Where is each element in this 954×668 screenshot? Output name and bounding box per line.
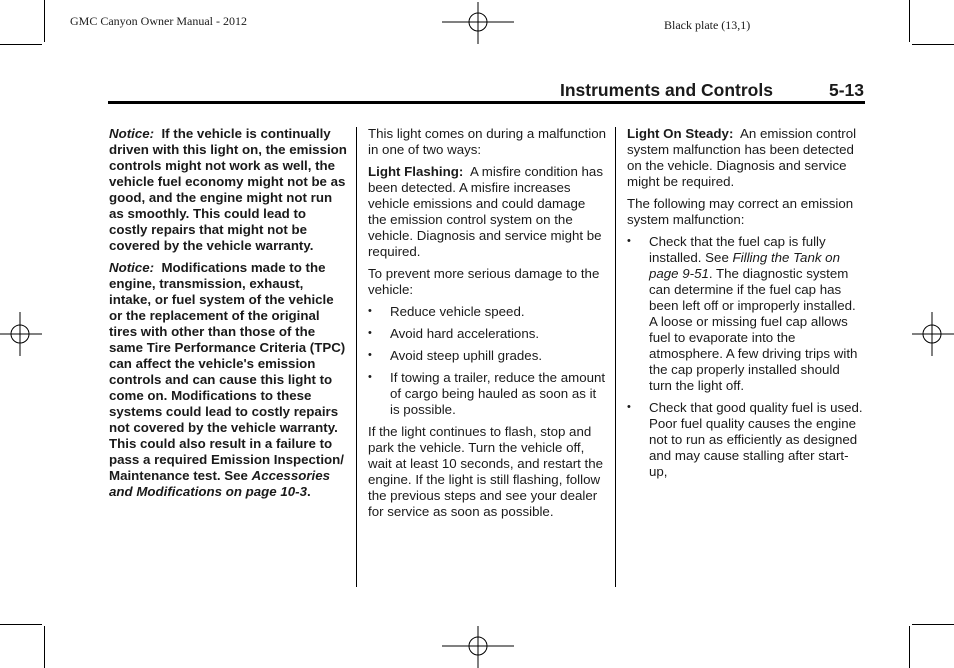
section-header bbox=[560, 80, 864, 101]
notice-label: Notice: bbox=[109, 260, 155, 275]
precaution-list bbox=[368, 304, 606, 418]
header-rule bbox=[108, 101, 865, 104]
column-1 bbox=[109, 126, 347, 506]
notice-text: If the vehicle is continually driven with this light on, the emission controls might not work as well, the vehicle fuel economy might not be as good, and the engine might not run as smoothly. This could lead to costly repairs that might not be covered by the vehicle warranty. bbox=[109, 126, 347, 253]
registration-mark-left bbox=[0, 312, 42, 356]
correct-text: The following may correct an emission system malfunction: bbox=[627, 196, 854, 227]
list-item bbox=[368, 304, 606, 320]
steady-text: An emission control system malfunction has been detected on the vehicle. Diagnosis and service might be required. bbox=[627, 126, 857, 189]
column-divider bbox=[356, 127, 357, 587]
bullet-icon: • bbox=[627, 235, 631, 247]
column-2 bbox=[368, 126, 606, 526]
crop-mark bbox=[912, 624, 954, 625]
crop-mark bbox=[909, 0, 910, 42]
registration-mark-bottom bbox=[442, 626, 514, 668]
cross-reference-link[interactable]: Accessories and Modifications on page 10-3 bbox=[109, 468, 331, 499]
list-item bbox=[627, 400, 865, 480]
column-divider bbox=[615, 127, 616, 587]
list-item-text: Reduce vehicle speed. bbox=[390, 304, 525, 319]
crop-mark bbox=[912, 44, 954, 45]
section-title: Instruments and Controls bbox=[560, 80, 773, 100]
crop-mark bbox=[44, 626, 45, 668]
steady-label: Light On Steady: bbox=[627, 126, 734, 141]
registration-mark-right bbox=[912, 312, 954, 356]
bullet-icon: • bbox=[368, 305, 372, 317]
crop-mark bbox=[0, 44, 42, 45]
plate-label: Black plate (13,1) bbox=[664, 18, 751, 32]
list-item bbox=[368, 370, 606, 418]
flashing-label: Light Flashing: bbox=[368, 164, 464, 179]
crop-mark bbox=[909, 626, 910, 668]
list-item-text: If towing a trailer, reduce the amount of cargo being hauled as soon as it is possible. bbox=[390, 370, 606, 417]
intro-text: This light comes on during a malfunction in one of two ways: bbox=[368, 126, 606, 157]
notice-paragraph bbox=[109, 260, 347, 500]
list-item-text: Check that good quality fuel is used. Poor fuel quality causes the engine not to run as efficiently as designed and may cause stalling after start-up, bbox=[649, 400, 863, 479]
notice-label: Notice: bbox=[109, 126, 155, 141]
list-item bbox=[627, 234, 865, 394]
notice-end: . bbox=[307, 484, 311, 499]
bullet-icon: • bbox=[368, 371, 372, 383]
list-item bbox=[368, 326, 606, 342]
manual-title: GMC Canyon Owner Manual - 2012 bbox=[70, 14, 247, 28]
flashing-paragraph bbox=[368, 164, 606, 260]
cross-reference-link[interactable]: Filling the Tank on page 9-51 bbox=[649, 250, 840, 281]
flashing-text: A misfire condition has been detected. A misfire increases vehicle emissions and could damage the emission control system on the vehicle. Diagnosis and service might be required. bbox=[368, 164, 603, 259]
notice-paragraph bbox=[109, 126, 347, 254]
steady-paragraph bbox=[627, 126, 865, 190]
bullet-icon: • bbox=[627, 401, 631, 413]
notice-text: Modifications made to the engine, transmission, exhaust, intake, or fuel system of the vehicle or the replacement of the original tires with other than those of the same Tire Performance Criteria (TPC) can affect the vehicle's emission controls and can cause this light to come on. Modifications to these systems could lead to costly repairs not covered by the vehicle warranty. This could also result in a failure to pass a required Emission Inspection/ Maintenance test. See bbox=[109, 260, 346, 483]
list-item-text: Avoid hard accelerations. bbox=[390, 326, 540, 341]
list-item-text: . The diagnostic system can determine if the fuel cap has been left off or improperly installed. A loose or missing fuel cap allows fuel to evaporate into the atmosphere. A few driving trips with the cap properly installed should turn the light off. bbox=[649, 266, 858, 393]
column-3 bbox=[627, 126, 865, 486]
continue-text: If the light continues to flash, stop and park the vehicle. Turn the vehicle off, wait at least 10 seconds, and restart the engine. If the light is still flashing, follow the previous steps and see your dealer for service as soon as possible. bbox=[368, 424, 604, 519]
bullet-icon: • bbox=[368, 327, 372, 339]
registration-mark-top bbox=[442, 2, 514, 44]
crop-mark bbox=[0, 624, 42, 625]
bullet-icon: • bbox=[368, 349, 372, 361]
list-item bbox=[368, 348, 606, 364]
prevent-text: To prevent more serious damage to the vehicle: bbox=[368, 266, 600, 297]
list-item-text: Avoid steep uphill grades. bbox=[390, 348, 543, 363]
crop-mark bbox=[44, 0, 45, 42]
page-number: 5-13 bbox=[828, 80, 864, 100]
list-item-text: Check that the fuel cap is fully installed. See bbox=[649, 234, 826, 265]
correction-list bbox=[627, 234, 865, 480]
